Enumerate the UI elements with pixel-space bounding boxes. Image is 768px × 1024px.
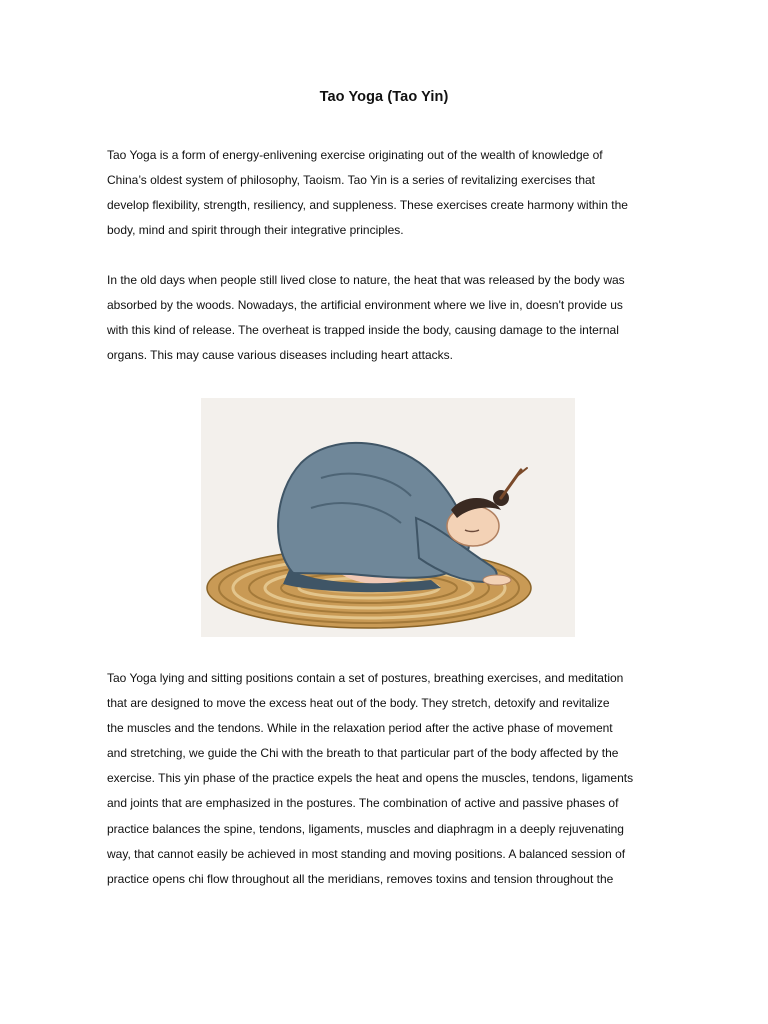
- text-line: China’s oldest system of philosophy, Taoism. Tao Yin is a series of revitalizing exercises that: [107, 173, 596, 188]
- text-line: absorbed by the woods. Nowadays, the artificial environment where we live in, doesn't provide us: [107, 298, 623, 313]
- text-line: practice balances the spine, tendons, ligaments, muscles and diaphragm in a deeply rejuvenating: [107, 821, 624, 836]
- paragraph-history: [107, 268, 667, 368]
- text-line: develop flexibility, strength, resiliency, and suppleness. These exercises create harmony within the: [107, 198, 628, 213]
- illustration-svg: [201, 398, 575, 637]
- text-line: In the old days when people still lived close to nature, the heat that was released by the body was: [107, 273, 625, 287]
- text-line: exercise. This yin phase of the practice expels the heat and opens the muscles, tendons, ligaments: [107, 771, 634, 786]
- kneeling-figure-illustration: [201, 398, 575, 637]
- text-line: with this kind of release. The overheat is trapped inside the body, causing damage to the internal: [107, 323, 619, 338]
- text-line: body, mind and spirit through their integrative principles.: [107, 223, 404, 238]
- document-title: Tao Yoga (Tao Yin): [319, 89, 449, 105]
- paragraph-intro: [107, 143, 667, 243]
- text-line: way, that cannot easily be achieved in most standing and moving positions. A balanced session of: [107, 846, 626, 861]
- text-line: Tao Yoga is a form of energy-enlivening exercise originating out of the wealth of knowledge of: [107, 148, 603, 162]
- text-line: and stretching, we guide the Chi with the breath to that particular part of the body affected by the: [107, 746, 619, 761]
- text-line: Tao Yoga lying and sitting positions contain a set of postures, breathing exercises, and meditation: [107, 671, 624, 685]
- text-line: practice opens chi flow throughout all the meridians, removes toxins and tension throughout the: [107, 871, 614, 886]
- text-line: the muscles and the tendons. While in the relaxation period after the active phase of movement: [107, 721, 613, 736]
- text-line: that are designed to move the excess heat out of the body. They stretch, detoxify and revitalize: [107, 696, 610, 711]
- paragraph-practice: [107, 666, 667, 892]
- text-line: and joints that are emphasized in the postures. The combination of active and passive phases of: [107, 796, 619, 811]
- text-line: organs. This may cause various diseases including heart attacks.: [107, 348, 453, 363]
